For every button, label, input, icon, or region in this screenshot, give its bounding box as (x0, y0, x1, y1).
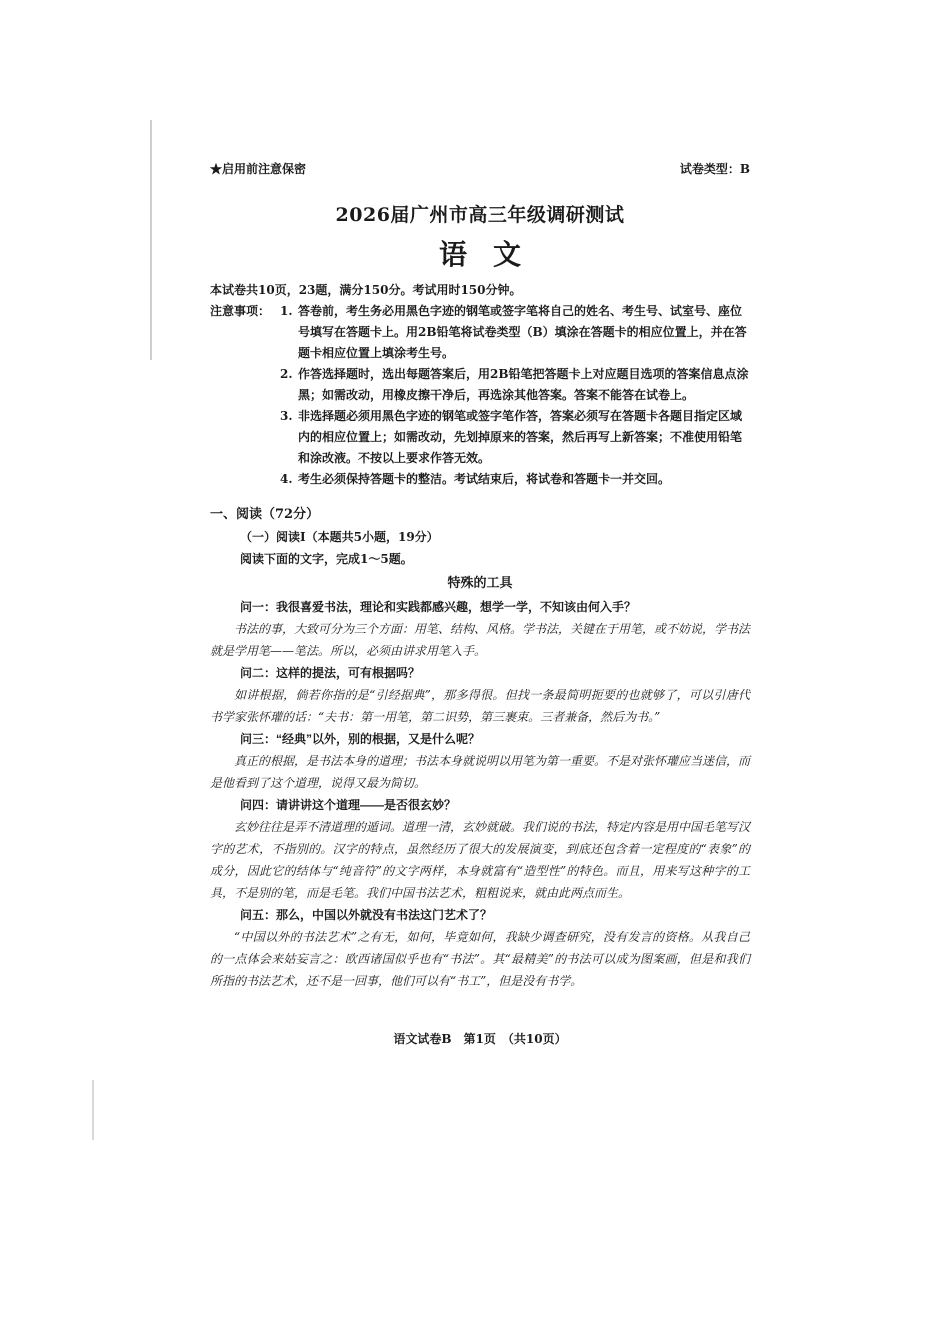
answer-3: 真正的根据，是书法本身的道理；书法本身就说明以用笔为第一重要。不是对张怀瓘应当迷信，而是他看到了这个道理，说得又最为简切。 (210, 754, 751, 790)
note-item (280, 364, 750, 406)
answer-1: 书法的事，大致可分为三个方面：用笔、结构、风格。学书法，关键在于用笔，或不妨说，学书法就是学用笔——笔法。所以，必须由讲求用笔入手。 (210, 622, 751, 658)
reading-instruction: 阅读下面的文字，完成1～5题。 (240, 552, 413, 566)
exam-intro: 本试卷共10页，23题，满分150分。考试用时150分钟。 (210, 283, 522, 297)
note-text: 非选择题必须用黑色字迹的钢笔或签字笔作答，答案必须写在答题卡各题目指定区域内的相应位置上；如需改动，先划掉原来的答案，然后再写上新答案；不准使用铅笔和涂改液。不按以上要求作答无效。 (298, 409, 743, 465)
note-number: 1. (280, 304, 293, 318)
scan-edge-line-lower (92, 1080, 94, 1140)
answer-2: 如讲根据，倘若你指的是“引经据典”，那多得很。但找一条最简明扼要的也就够了，可以引唐代书学家张怀瓘的话：“夫书：第一用笔，第二识势，第三裹束。三者兼备，然后为书。” (210, 688, 750, 724)
confidential-label: ★启用前注意保密 (210, 162, 307, 176)
note-item (280, 406, 750, 469)
page-footer: 语文试卷B 第1页 （共10页） (393, 1032, 567, 1046)
subject-title: 语文 (438, 238, 547, 271)
notes-block (210, 301, 750, 490)
exam-page (210, 160, 750, 992)
note-number: 3. (280, 409, 293, 423)
article-title: 特殊的工具 (447, 576, 513, 591)
note-item (280, 301, 750, 364)
note-text: 考生必须保持答题卡的整洁。考试结束后，将试卷和答题卡一并交回。 (298, 472, 671, 486)
answer-5: “中国以外的书法艺术”之有无，如何，毕竟如何，我缺少调查研究，没有发言的资格。从我自己的一点体会来姑妄言之：欧西诸国似乎也有“书法”。其“最精美”的书法可以成为图案画，但是和我们所指的书法艺术，还不是一回事，他们可以有“书工”，但是没有书学。 (210, 930, 750, 988)
note-text: 作答选择题时，选出每题答案后，用2B铅笔把答题卡上对应题目选项的答案信息点涂黑；如需改动，用橡皮擦干净后，再选涂其他答案。答案不能答在试卷上。 (298, 367, 749, 402)
note-number: 2. (280, 367, 293, 381)
notes-label: 注意事项： (210, 304, 271, 318)
subsection-heading: （一）阅读Ⅰ（本题共5小题，19分） (240, 530, 439, 544)
question-5: 问五：那么，中国以外就没有书法这门艺术了？ (240, 908, 493, 922)
scan-edge-line (150, 120, 152, 360)
page-header (210, 160, 750, 182)
question-1: 问一：我很喜爱书法，理论和实践都感兴趣，想学一学，不知该由何入手？ (240, 600, 637, 614)
note-item (280, 469, 750, 490)
paper-type-label: 试卷类型：B (679, 162, 750, 176)
answer-4: 玄妙往往是弄不清道理的遁词。道理一清，玄妙就破。我们说的书法，特定内容是用中国毛笔写汉字的艺术，不指别的。汉字的特点，虽然经历了很大的发展演变，到底还包含着一定程度的“表象”的成分，因此它的结体与“纯音符”的文字两样，本身就富有“造型性”的特色。而且，用来写这种字的工具，不是别的笔，而是毛笔。我们中国书法艺术，粗粗说来，就由此两点而生。 (210, 820, 751, 900)
notes-list (280, 301, 750, 490)
exam-title: 2026届广州市高三年级调研测试 (335, 204, 625, 226)
note-text: 答卷前，考生务必用黑色字迹的钢笔或签字笔将自己的姓名、考生号、试室号、座位号填写在答题卡上。用2B铅笔将试卷类型（B）填涂在答题卡的相应位置上，并在答题卡相应位置上填涂考生号。 (298, 304, 747, 360)
question-4: 问四：请讲讲这个道理——是否很玄妙？ (240, 798, 457, 812)
section-heading: 一、阅读（72分） (210, 507, 320, 522)
question-2: 问二：这样的提法，可有根据吗？ (240, 666, 421, 680)
note-number: 4. (280, 472, 293, 486)
question-3: 问三：“经典”以外，别的根据，又是什么呢？ (240, 732, 481, 746)
